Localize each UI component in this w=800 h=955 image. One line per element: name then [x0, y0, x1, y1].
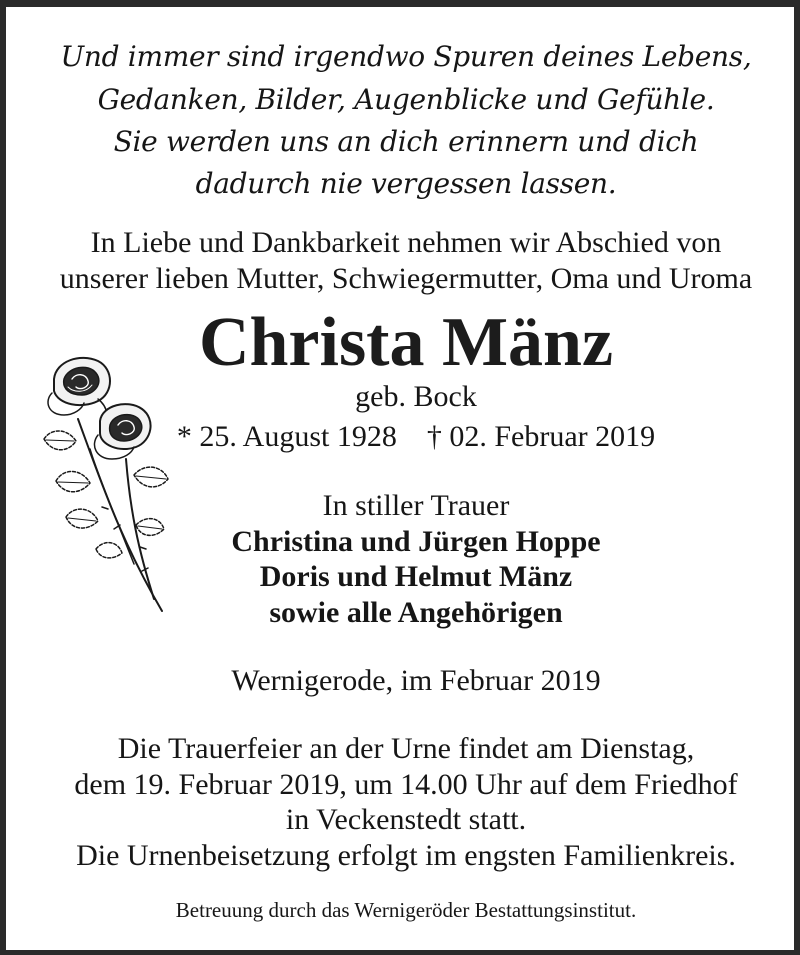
- service-line-1: Die Trauerfeier an der Urne findet am Dienstag,: [117, 732, 695, 765]
- life-dates: * 25. August 1928 † 02. Februar 2019: [176, 420, 656, 453]
- service-line-4: Die Urnenbeisetzung erfolgt im engsten Familienkreis.: [76, 839, 736, 872]
- service-line-2: dem 19. Februar 2019, um 14.00 Uhr auf dem Friedhof: [74, 768, 738, 801]
- poem-line-4: dadurch nie vergessen lassen.: [195, 167, 617, 200]
- place-date: Wernigerode, im Februar 2019: [231, 664, 601, 697]
- poem-line-2: Gedanken, Bilder, Augenblicke und Gefühle.: [97, 83, 715, 116]
- poem-line-3: Sie werden uns an dich erinnern und dich: [113, 125, 699, 158]
- mourner-line-1: Christina und Jürgen Hoppe: [231, 525, 601, 558]
- footer-note: Betreuung durch das Wernigeröder Bestattungsinstitut.: [175, 898, 637, 922]
- service-line-3: in Veckenstedt statt.: [285, 803, 527, 836]
- intro-line-2: unserer lieben Mutter, Schwiegermutter, Oma und Uroma: [59, 262, 753, 295]
- mourner-line-2: Doris und Helmut Mänz: [259, 560, 573, 593]
- deceased-name: Christa Mänz: [198, 304, 614, 381]
- mourner-line-3: sowie alle Angehörigen: [269, 596, 563, 629]
- poem-line-1: Und immer sind irgendwo Spuren deines Lebens,: [60, 40, 752, 73]
- intro-line-1: In Liebe und Dankbarkeit nehmen wir Abschied von: [90, 226, 722, 259]
- maiden-name: geb. Bock: [355, 380, 477, 413]
- mourning-heading: In stiller Trauer: [322, 489, 510, 522]
